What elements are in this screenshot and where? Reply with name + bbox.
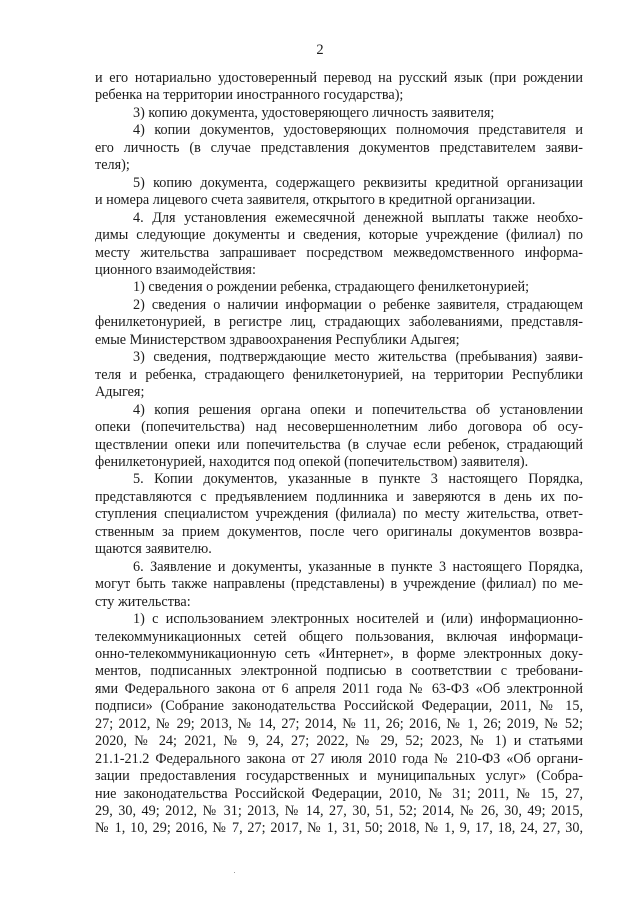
text-line: Адыгея;: [95, 384, 145, 401]
text-line: сту жительства:: [95, 593, 191, 610]
text-line: № 1, 10, 29; 2016, № 7, 27; 2017, № 1, 31, 50; 2018, № 1, 9, 17, 18, 24, 27, 30,: [95, 820, 583, 837]
text-line: щаются заявителю.: [95, 541, 212, 558]
text-line: димы следующие документы и сведения, которые учреждение (филиал) по: [95, 227, 583, 244]
text-line: его личность (в случае представления документов представителем заяви-: [95, 139, 583, 156]
text-line: 1) с использованием электронных носителей и (или) информационно-: [133, 611, 583, 628]
document-body: [95, 70, 583, 838]
text-line: ментов, подписанных электронной подписью в соответствии с требовани-: [95, 663, 583, 680]
text-line: 4. Для установления ежемесячной денежной выплаты также необхо-: [133, 209, 583, 226]
text-line: онно-телекоммуникационную сеть «Интернет», в форме электронных доку-: [95, 645, 583, 662]
text-line: 27; 2012, № 29; 2013, № 14, 27; 2014, № 11, 26; 2016, № 1, 26; 2019, № 52;: [95, 715, 583, 732]
text-line: 2) сведения о наличии информации о ребенке заявителя, страдающем: [133, 296, 583, 313]
text-line: теля);: [95, 157, 130, 174]
text-line: опеки (попечительства) над несовершеннолетним либо договора об осу-: [95, 419, 583, 436]
text-line: 6. Заявление и документы, указанные в пункте 3 настоящего Порядка,: [133, 558, 583, 575]
text-line: ребенка на территории иностранного государства);: [95, 87, 404, 104]
text-line: ями Федерального закона от 6 апреля 2011 года № 63-ФЗ «Об электронной: [95, 680, 583, 697]
text-line: месту жительства запрашивает посредством межведомственного информа-: [95, 244, 583, 261]
text-line: 3) копию документа, удостоверяющего личность заявителя;: [133, 104, 495, 121]
text-line: и его нотариально удостоверенный перевод на русский язык (при рождении: [95, 70, 583, 86]
text-line: ственным за прием документов, после чего оригиналы документов возвра-: [95, 523, 583, 540]
text-line: 4) копия решения органа опеки и попечительства об установлении: [133, 401, 583, 418]
text-line: телекоммуникационных сетей общего пользования, включая информаци-: [95, 628, 583, 645]
text-line: ступления специалистом учреждения (филиала) по месту жительства, ответ-: [95, 506, 583, 523]
scan-speck: [234, 872, 235, 873]
text-line: зации предоставления государственных и муниципальных услуг» (Собра-: [95, 768, 583, 785]
text-line: и номера лицевого счета заявителя, открытого в кредитной организации.: [95, 192, 536, 209]
text-line: фенилкетонурией, находится под опекой (попечительством) заявителя).: [95, 453, 529, 470]
text-line: теля и ребенка, страдающего фенилкетонурией, на территории Республики: [95, 366, 583, 383]
text-line: ние законодательства Российской Федерации, 2010, № 31; 2011, № 15, 27,: [95, 785, 583, 802]
text-line: фенилкетонурией, в регистре лиц, страдающих заболеваниями, представля-: [95, 314, 583, 331]
text-line: 29, 30, 49; 2012, № 31; 2013, № 14, 27, 30, 51, 52; 2014, № 26, 30, 49; 2015,: [95, 803, 583, 820]
text-line: представляются с предъявлением подлинника и заверяются в день их по-: [95, 488, 583, 505]
text-line: ционного взаимодействия:: [95, 261, 256, 278]
text-line: 2020, № 24; 2021, № 9, 24, 27; 2022, № 29, 52; 2023, № 1) и статьями: [95, 733, 583, 750]
text-line: 5. Копии документов, указанные в пункте 3 настоящего Порядка,: [133, 471, 583, 488]
text-line: могут быть также направлены (представлены) в учреждение (филиал) по ме-: [95, 576, 583, 593]
text-line: емые Министерством здравоохранения Республики Адыгея;: [95, 331, 460, 348]
text-line: ществлении опеки или попечительства (в случае если ребенок, страдающий: [95, 436, 583, 453]
text-line: 1) сведения о рождении ребенка, страдающего фенилкетонурией;: [133, 279, 530, 296]
text-line: 3) сведения, подтверждающие место жительства (пребывания) заяви-: [133, 349, 583, 366]
text-line: 4) копии документов, удостоверяющих полномочия представителя и: [133, 122, 583, 139]
page-number: 2: [316, 42, 324, 58]
text-line: 5) копию документа, содержащего реквизиты кредитной организации: [133, 174, 583, 191]
text-line: подписи» (Собрание законодательства Российской Федерации, 2011, № 15,: [95, 698, 583, 715]
text-line: 21.1-21.2 Федерального закона от 27 июля 2010 года № 210-ФЗ «Об органи-: [95, 750, 583, 767]
